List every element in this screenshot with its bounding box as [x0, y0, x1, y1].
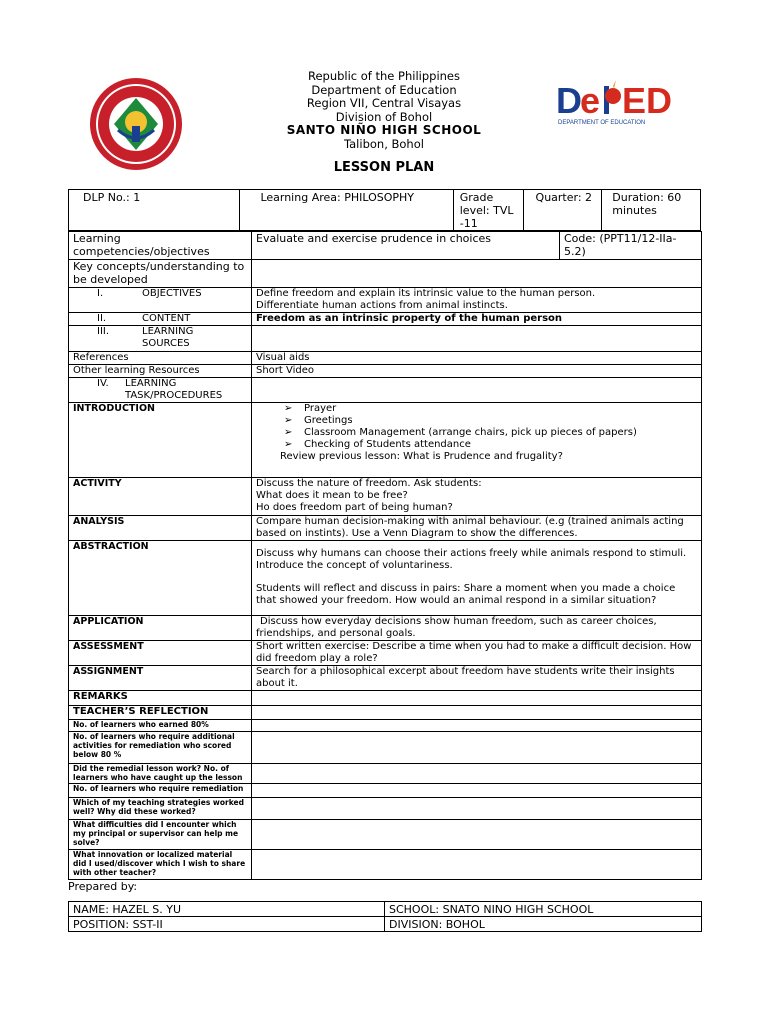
- key-concepts-label: Key concepts/understanding to be developed: [69, 260, 252, 288]
- reflection-q1: No. of learners who earned 80%: [69, 720, 252, 732]
- sources-heading: [69, 326, 252, 352]
- prepared-by-label: Prepared by:: [68, 880, 138, 893]
- header-region: Region VII, Central Visayas: [306, 96, 462, 111]
- header-school-name: SANTO NIÑO HIGH SCHOOL: [286, 123, 482, 138]
- header-department: Department of Education: [311, 82, 457, 97]
- reflection-a7: [252, 850, 702, 880]
- header-republic: Republic of the Philippines: [307, 69, 461, 83]
- reflection-a6: [252, 820, 702, 850]
- svg-text:e: e: [580, 80, 601, 121]
- analysis-label: ANALYSIS: [69, 516, 252, 541]
- reflection-q2: No. of learners who require additional activities for remediation who scored below 80 %: [69, 732, 252, 764]
- abstraction-label: ABSTRACTION: [69, 541, 252, 616]
- abstraction-line-2: Students will reflect and discuss in pairs: Share a moment when you made a choice that showed your freedom. How would an animal respond in a similar situation?: [256, 583, 676, 606]
- introduction-value: [252, 403, 702, 478]
- preparer-table: [68, 901, 702, 932]
- application-value: Discuss how everyday decisions show human freedom, such as career choices, friendships, and personal goals.: [252, 616, 702, 641]
- other-resources-value: Short Video: [252, 365, 702, 378]
- reflection-a5: [252, 798, 702, 820]
- assignment-value: Search for a philosophical excerpt about freedom have students write their insights about it.: [252, 666, 702, 691]
- tasks-num: IV.: [97, 378, 109, 389]
- tasks-heading: [69, 378, 252, 403]
- deped-logo-icon: [556, 80, 681, 126]
- objective-2: Differentiate human actions from animal instincts.: [256, 300, 508, 311]
- competencies-label: Learning competencies/objectives: [69, 232, 252, 260]
- other-resources-label: Other learning Resources: [69, 365, 252, 378]
- competency-code: Code: (PPT11/12-IIa-5.2): [560, 232, 702, 260]
- reflection-q6: What difficulties did I encounter which my principal or supervisor can help me solve?: [69, 820, 252, 850]
- duration: Duration: 60 minutes: [612, 191, 682, 217]
- arrow-bullet-icon: ➢: [284, 403, 293, 414]
- header-division: Division of Bohol: [335, 109, 433, 124]
- arrow-bullet-icon: ➢: [284, 427, 293, 438]
- preparer-position: POSITION: SST-II: [69, 917, 385, 932]
- svg-text:D: D: [556, 80, 582, 121]
- content-heading: [69, 313, 252, 326]
- preparer-name: NAME: HAZEL S. YU: [69, 902, 385, 917]
- activity-line-1: Discuss the nature of freedom. Ask students:: [256, 478, 482, 489]
- grade-level: Grade level: TVL -11: [454, 190, 524, 230]
- abstraction-value: [252, 541, 702, 616]
- introduction-item: [256, 439, 697, 451]
- introduction-item: [256, 415, 697, 427]
- objectives-heading: [69, 288, 252, 313]
- content-value: Freedom as an intrinsic property of the human person: [252, 313, 702, 326]
- tasks-label: LEARNING TASK/PROCEDURES: [125, 378, 223, 401]
- reflection-q3: Did the remedial lesson work? No. of learners who have caught up the lesson: [69, 764, 252, 784]
- preparer-division: DIVISION: BOHOL: [385, 917, 702, 932]
- arrow-bullet-icon: ➢: [284, 439, 293, 450]
- introduction-review: Review previous lesson: What is Prudence and frugality?: [280, 451, 563, 462]
- introduction-item: [256, 427, 697, 439]
- reflection-q5: Which of my teaching strategies worked well? Why did these worked?: [69, 798, 252, 820]
- assignment-label: ASSIGNMENT: [69, 666, 252, 691]
- lesson-plan-table: [68, 231, 702, 880]
- svg-text:DEPARTMENT OF EDUCATION: DEPARTMENT OF EDUCATION: [558, 120, 646, 126]
- assessment-label: ASSESSMENT: [69, 641, 252, 666]
- remarks-label: REMARKS: [69, 691, 252, 706]
- introduction-item-text: Greetings: [304, 415, 353, 426]
- objectives-value: [252, 288, 702, 313]
- introduction-item-text: Checking of Students attendance: [304, 439, 471, 450]
- introduction-label: INTRODUCTION: [69, 403, 252, 478]
- info-row: [68, 189, 701, 231]
- analysis-value: Compare human decision-making with animal behaviour. (e.g (trained animals acting based on instints). Use a Venn Diagram to show the differences.: [252, 516, 702, 541]
- tasks-value: [252, 378, 702, 403]
- activity-line-2: What does it mean to be free?: [256, 490, 408, 501]
- arrow-bullet-icon: ➢: [284, 415, 293, 426]
- preparer-school: SCHOOL: SNATO NINO HIGH SCHOOL: [385, 902, 702, 917]
- abstraction-line-1: Discuss why humans can choose their actions freely while animals respond to stimuli. Introduce the concept of voluntariness.: [256, 548, 687, 571]
- activity-value: [252, 478, 702, 516]
- introduction-item-text: Classroom Management (arrange chairs, pick up pieces of papers): [304, 427, 637, 438]
- application-label: APPLICATION: [69, 616, 252, 641]
- activity-line-3: Ho does freedom part of being human?: [256, 502, 453, 513]
- sources-num: III.: [97, 326, 110, 337]
- document-header: [0, 66, 768, 156]
- dlp-number: DLP No.: 1: [69, 190, 240, 230]
- assessment-value: Short written exercise: Describe a time when you had to make a difficult decision. How did freedom play a role?: [252, 641, 702, 666]
- reflection-value: [252, 706, 702, 720]
- activity-label: ACTIVITY: [69, 478, 252, 516]
- sources-label: LEARNING SOURCES: [142, 326, 194, 349]
- introduction-item: [256, 403, 697, 415]
- reflection-a4: [252, 784, 702, 798]
- reflection-a1: [252, 720, 702, 732]
- reflection-a3: [252, 764, 702, 784]
- sources-value: [252, 326, 702, 352]
- header-town: Talibon, Bohol: [344, 136, 424, 151]
- reflection-a2: [252, 732, 702, 764]
- references-label: References: [69, 352, 252, 365]
- content-label: CONTENT: [142, 313, 191, 324]
- lesson-plan-title: LESSON PLAN: [333, 160, 435, 175]
- quarter: Quarter: 2: [524, 190, 603, 230]
- svg-text:ED: ED: [622, 80, 673, 121]
- key-concepts-value: [252, 260, 702, 288]
- references-value: Visual aids: [252, 352, 702, 365]
- reflection-q4: No. of learners who require remediation: [69, 784, 252, 798]
- competencies-value: Evaluate and exercise prudence in choices: [252, 232, 560, 260]
- objective-1: Define freedom and explain its intrinsic value to the human person.: [256, 288, 596, 299]
- reflection-label: TEACHER’S REFLECTION: [69, 706, 252, 720]
- remarks-value: [252, 691, 702, 706]
- objectives-num: I.: [97, 288, 104, 299]
- content-num: II.: [97, 313, 107, 324]
- reflection-q7: What innovation or localized material did I used/discover which I wish to share with other teacher?: [69, 850, 252, 880]
- learning-area: Learning Area: PHILOSOPHY: [240, 190, 453, 230]
- objectives-label: OBJECTIVES: [142, 288, 202, 299]
- introduction-item-text: Prayer: [304, 403, 337, 414]
- introduction-list: [256, 403, 697, 451]
